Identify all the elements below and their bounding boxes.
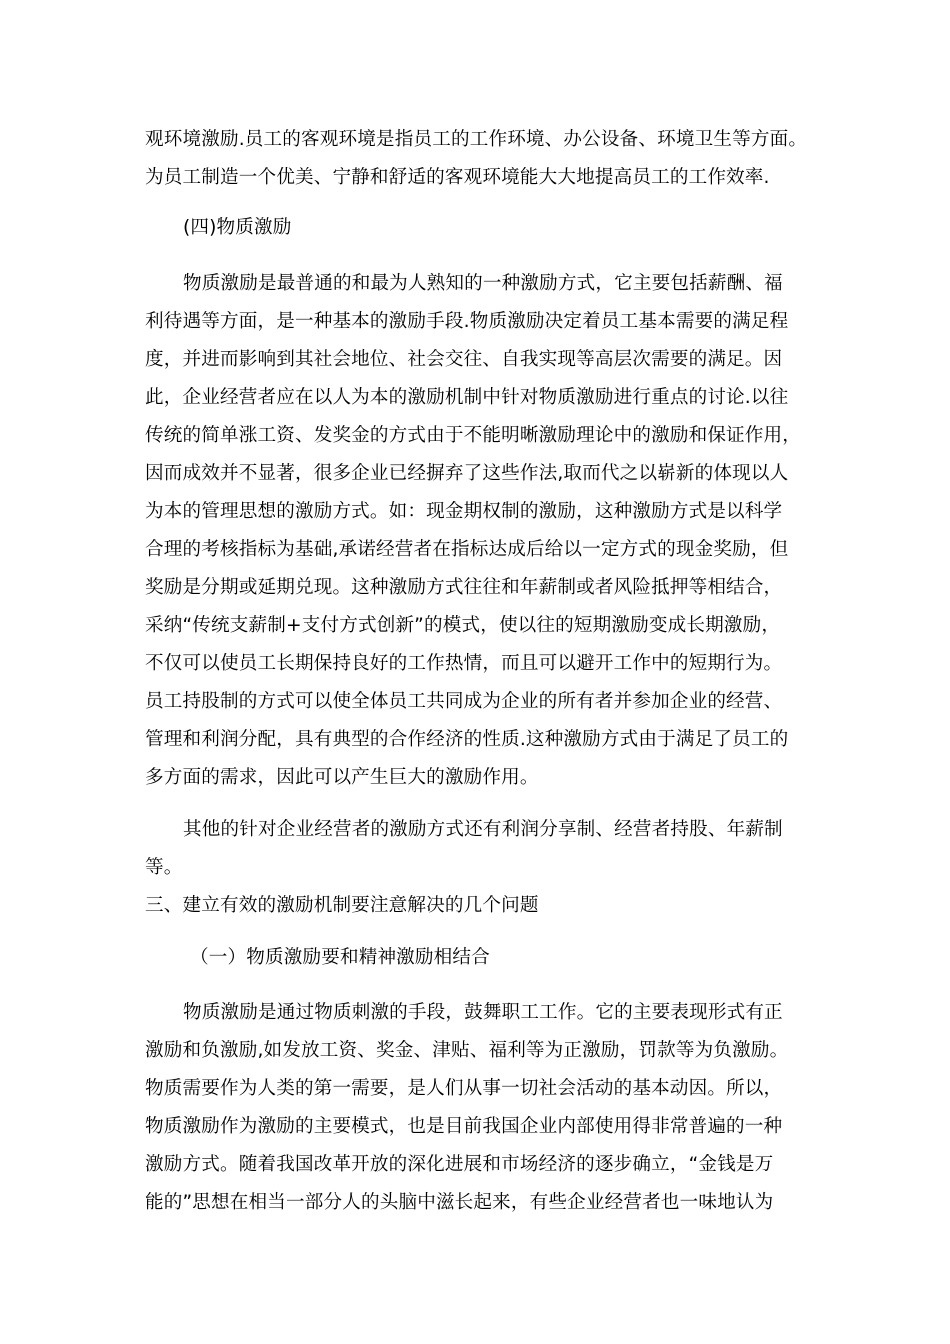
paragraph-line: 物质激励作为激励的主要模式，也是目前我国企业内部使用得非常普遍的一种 — [145, 1116, 783, 1137]
section-heading: (四)物质激励 — [183, 217, 292, 238]
paragraph-line: 为本的管理思想的激励方式。如：现金期权制的激励，这种激励方式是以科学 — [145, 501, 783, 522]
paragraph-line: 因而成效并不显著，很多企业已经摒弃了这些作法,取而代之以崭新的体现以人 — [145, 463, 789, 484]
paragraph-line: 此，企业经营者应在以人为本的激励机制中针对物质激励进行重点的讨论.以往 — [145, 387, 789, 408]
paragraph-line: 合理的考核指标为基础,承诺经营者在指标达成后给以一定方式的现金奖励，但 — [145, 539, 789, 560]
paragraph-line: 传统的简单涨工资、发奖金的方式由于不能明晰激励理论中的激励和保证作用， — [145, 425, 802, 446]
paragraph-line: 能的”思想在相当一部分人的头脑中滋长起来，有些企业经营者也一味地认为 — [145, 1192, 774, 1213]
paragraph-line: 度，并进而影响到其社会地位、社会交往、自我实现等高层次需要的满足。因 — [145, 349, 783, 370]
section-heading: 三、建立有效的激励机制要注意解决的几个问题 — [145, 895, 539, 916]
paragraph-line: 激励方式。随着我国改革开放的深化进展和市场经济的逐步确立，“金钱是万 — [145, 1154, 774, 1175]
paragraph-line: 激励和负激励,如发放工资、奖金、津贴、福利等为正激励，罚款等为负激励。 — [145, 1040, 789, 1061]
paragraph-line: 物质需要作为人类的第一需要，是人们从事一切社会活动的基本动因。所以， — [145, 1078, 783, 1099]
paragraph-line: 利待遇等方面，是一种基本的激励手段.物质激励决定着员工基本需要的满足程 — [145, 311, 789, 332]
paragraph-line: 为员工制造一个优美、宁静和舒适的客观环境能大大地提高员工的工作效率. — [145, 167, 770, 188]
paragraph-line: 员工持股制的方式可以使全体员工共同成为企业的所有者并参加企业的经营、 — [145, 691, 783, 712]
paragraph-line: 多方面的需求，因此可以产生巨大的激励作用。 — [145, 767, 539, 788]
paragraph-line: 其他的针对企业经营者的激励方式还有利润分享制、经营者持股、年薪制 — [183, 819, 783, 840]
subsection-heading: （一）物质激励要和精神激励相结合 — [190, 947, 490, 968]
paragraph-line: 奖励是分期或延期兑现。这种激励方式往往和年薪制或者风险抵押等相结合， — [145, 577, 783, 598]
paragraph-line: 物质激励是通过物质刺激的手段，鼓舞职工工作。它的主要表现形式有正 — [183, 1002, 783, 1023]
paragraph-line: 不仅可以使员工长期保持良好的工作热情，而且可以避开工作中的短期行为。 — [145, 653, 783, 674]
paragraph-line: 物质激励是最普通的和最为人熟知的一种激励方式，它主要包括薪酬、福 — [183, 273, 783, 294]
paragraph-line: 观环境激励.员工的客观环境是指员工的工作环境、办公设备、环境卫生等方面。 — [145, 129, 808, 150]
paragraph-line: 等。 — [145, 857, 183, 878]
paragraph-line: 采纳“传统支薪制+支付方式创新”的模式，使以往的短期激励变成长期激励， — [145, 615, 781, 636]
paragraph-line: 管理和利润分配，具有典型的合作经济的性质.这种激励方式由于满足了员工的 — [145, 729, 789, 750]
